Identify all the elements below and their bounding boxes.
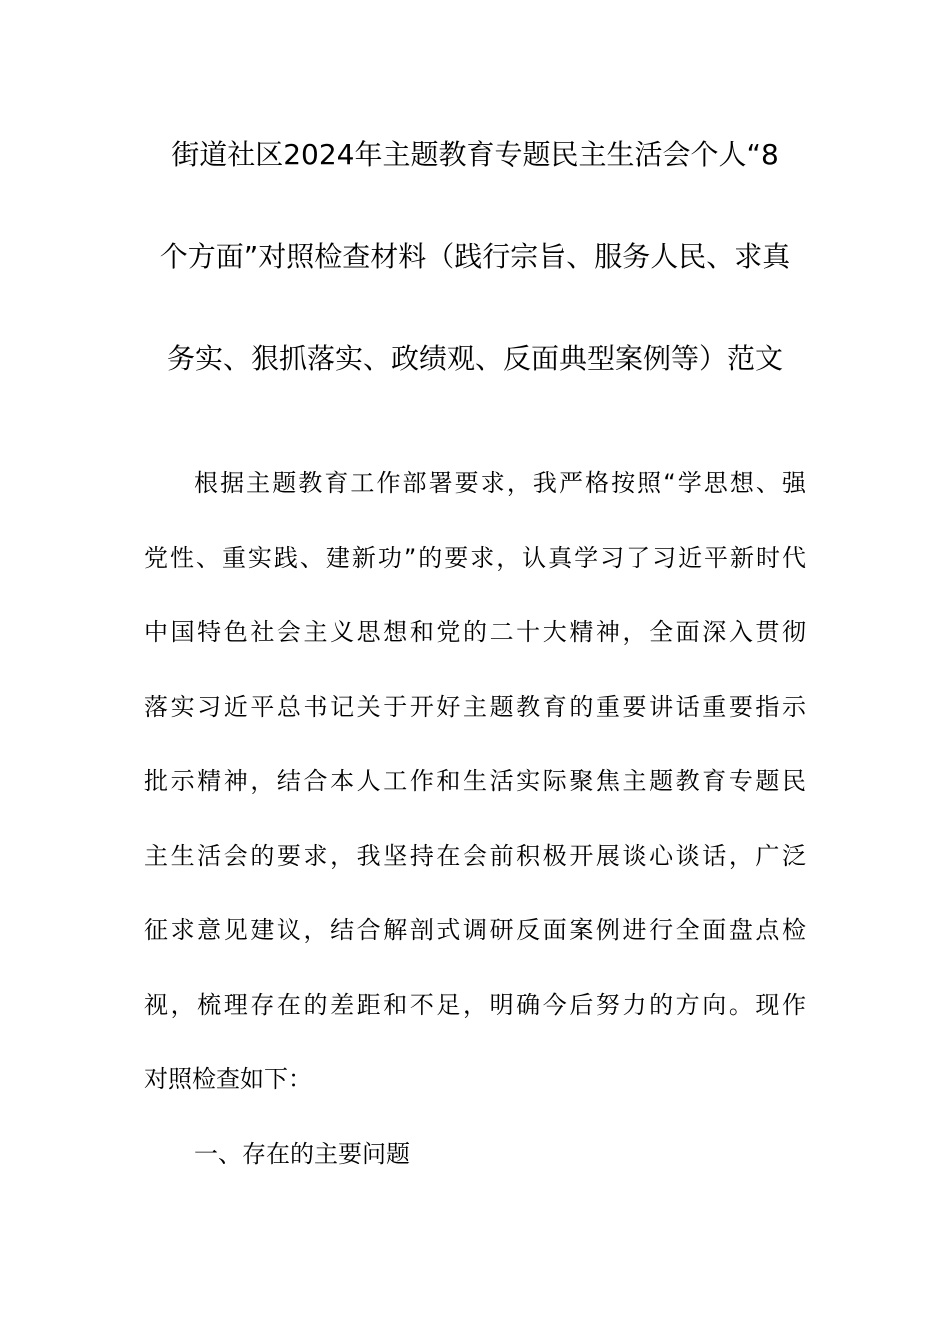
paragraph-line-2: 党性、重实践、建新功”的要求，认真学习了习近平新时代	[144, 543, 806, 572]
title-line-1: 街道社区2024年主题教育专题民主生活会个人“8	[171, 138, 779, 171]
paragraph-line-5: 批示精神，结合本人工作和生活实际聚焦主题教育专题民	[144, 767, 806, 795]
paragraph-line-8: 视，梳理存在的差距和不足，明确今后努力的方向。现作	[144, 990, 806, 1019]
document-title	[140, 128, 810, 434]
title-line-2: 个方面”对照检查材料（践行宗旨、服务人民、求真	[159, 240, 791, 273]
section-heading: 一、存在的主要问题	[194, 1140, 410, 1168]
paragraph-line-1: 根据主题教育工作部署要求，我严格按照“学思想、强	[194, 469, 806, 497]
title-line-3: 务实、狠抓落实、政绩观、反面典型案例等）范文	[166, 342, 783, 375]
paragraph-line-9: 对照检查如下：	[144, 1065, 312, 1093]
paragraph-line-3: 中国特色社会主义思想和党的二十大精神，全面深入贯彻	[144, 618, 806, 646]
paragraph-line-4: 落实习近平总书记关于开好主题教育的重要讲话重要指示	[144, 692, 806, 721]
paragraph-line-7: 征求意见建议，结合解剖式调研反面案例进行全面盘点检	[144, 916, 806, 944]
intro-paragraph	[144, 446, 806, 1117]
paragraph-line-6: 主生活会的要求，我坚持在会前积极开展谈心谈话，广泛	[144, 841, 806, 870]
